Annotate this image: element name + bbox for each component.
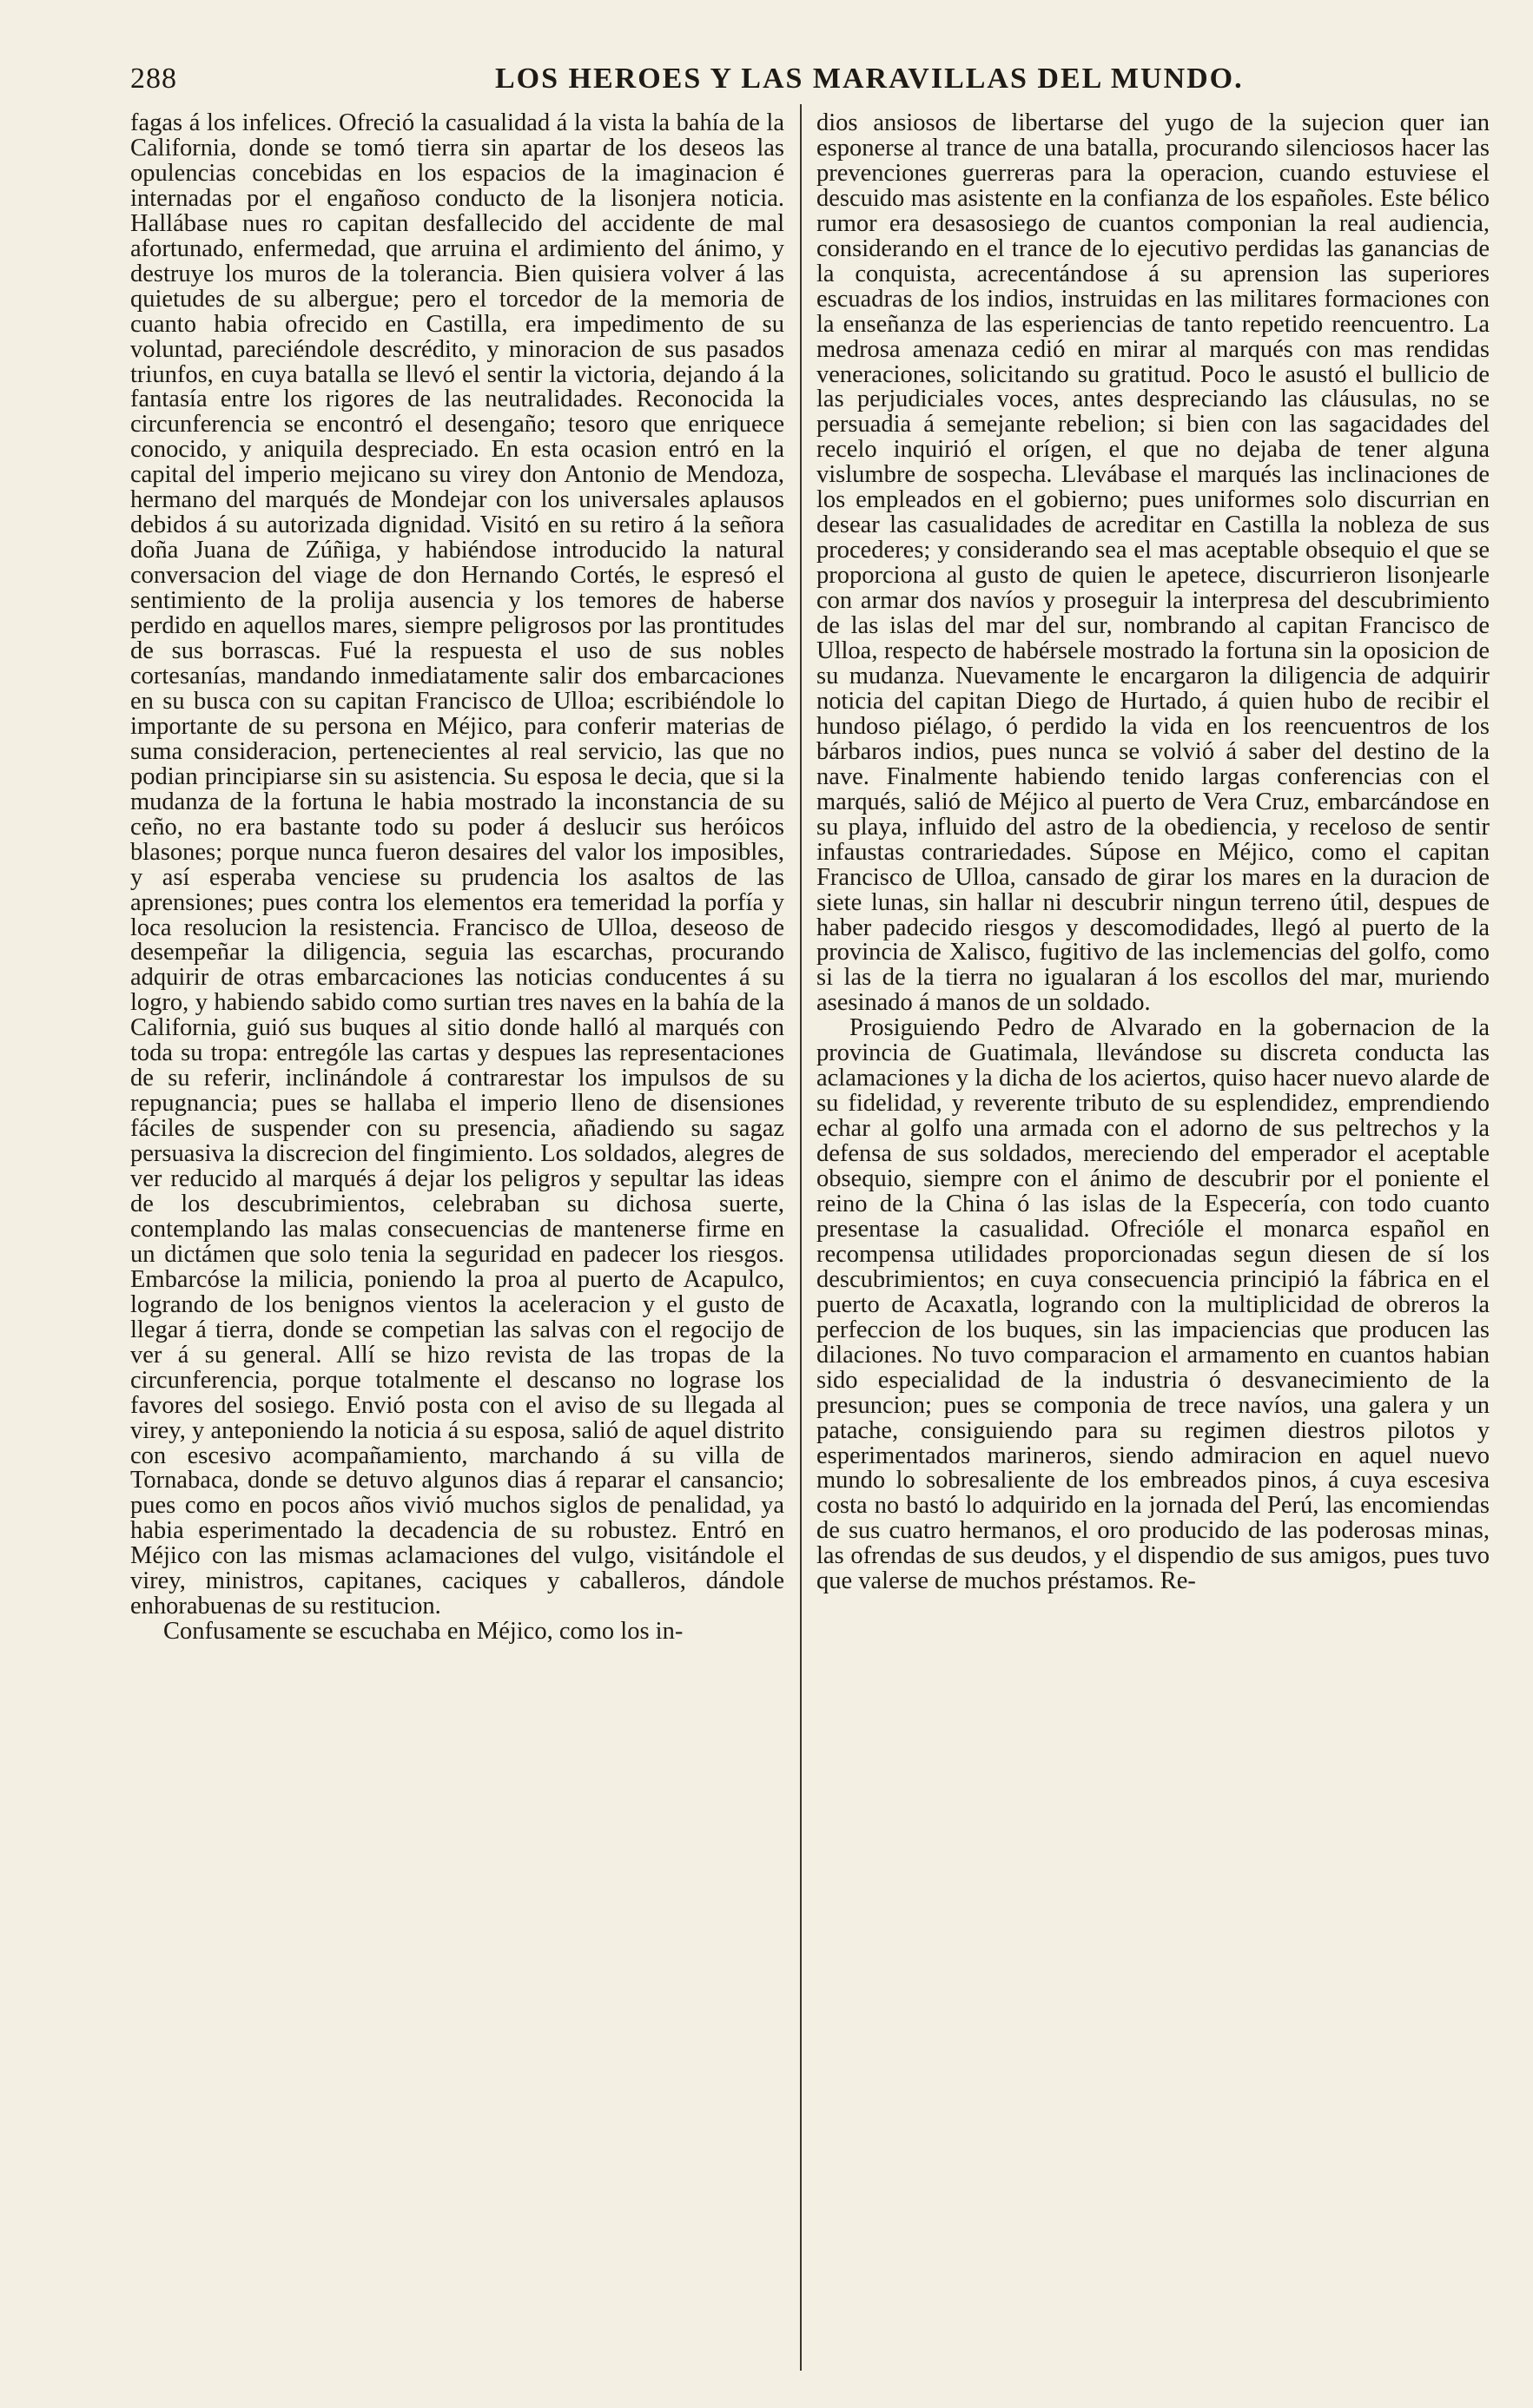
- paragraph: dios ansiosos de libertarse del yugo de la sujecion quer ian esponerse al trance de una batalla, procurando silenciosos hacer las prevenciones guerreras para la operacion, cuando estuviese el descuido mas asistente en la confianza de los españoles. Este bélico rumor era desasosiego de cuantos componian la real audiencia, considerando en el trance de lo ejecutivo perdidas las ganancias de la conquista, acrecentándose á su aprension las superiores escuadras de los indios, instruidas en las militares formaciones con la enseñanza de las esperiencias de tanto repetido reencuentro. La medrosa amenaza cedió en mirar al marqués con mas rendidas veneraciones, solicitando su gratitud. Poco le asustó el bullicio de las perjudiciales voces, antes despreciando las cláusulas, no se persuadia á semejante rebelion; si bien con las sagacidades del recelo inquirió el orígen, el que no dejaba de tener alguna vislumbre de sospecha. Llevábase el marqués las inclinaciones de los empleados en el gobierno; pues uniformes solo discurrian en desear las casualidades de acreditar en Castilla la nobleza de sus procederes; y considerando sea el mas aceptable obsequio el que se proporciona al gusto de quien le apetece, discurrieron lisonjearle con armar dos navíos y proseguir la interpresa del descubrimiento de las islas del mar del sur, nombrando al capitan Francisco de Ulloa, respecto de habérsele mostrado la fortuna sin la oposicion de su mudanza. Nuevamente le encargaron la diligencia de adquirir noticia del capitan Diego de Hurtado, á quien hubo de recibir el hundoso piélago, ó perdido la vida en los reencuentros de los bárbaros indios, pues nunca se volvió á saber del destino de la nave. Finalmente habiendo tenido largas conferencias con el marqués, salió de Méjico al puerto de Vera Cruz, embarcándose en su playa, influido del astro de la obediencia, y receloso de sentir infaustas contrariedades. Súpose en Méjico, como el capitan Francisco de Ulloa, cansado de girar los mares en la duracion de siete lunas, sin hallar ni descubrir ningun terreno útil, despues de haber padecido riesgos y descomodidades, llegó al puerto de la provincia de Xalisco, fugitivo de las inclemencias del golfo, como si las de la tierra no igualaran á los escollos del mar, muriendo asesinado á manos de un soldado.: [816, 111, 1490, 1017]
- page-number: 288: [130, 63, 177, 95]
- left-column: [130, 111, 784, 2373]
- paragraph: Prosiguiendo Pedro de Alvarado en la gobernacion de la provincia de Guatimala, llevándose su discreta conducta las aclamaciones y la dicha de los aciertos, quiso hacer nuevo alarde de su fidelidad, y reverente tributo de su esplendidez, emprendiendo echar al golfo una armada con el adorno de sus peltrechos y la defensa de sus soldados, mereciendo del emperador el aceptable obsequio, siempre con el ánimo de descubrir por el poniente el reino de la China ó las islas de la Especería, con todo cuanto presentase la casualidad. Ofrecióle el monarca español en recompensa utilidades proporcionadas segun diesen de sí los descubrimientos; en cuya consecuencia principió la fábrica en el puerto de Acaxatla, logrando con la multiplicidad de obreros la perfeccion de los buques, sin las impaciencias que producen las dilaciones. No tuvo comparacion el armamento en cuantos habian sido especialidad de la industria ó desvanecimiento de la presuncion; pues se componia de trece navíos, una galera y un patache, consiguiendo para su regimen diestros pilotos y esperimentados marineros, siendo admiracion en aquel nuevo mundo lo sobresaliente de los embreados pinos, á cuya escesiva costa no bastó lo adquirido en la jornada del Perú, las encomiendas de sus cuatro hermanos, el oro producido de las poderosas minas, las ofrendas de sus deudos, y el dispendio de sus amigos, pues tuvo que valerse de muchos préstamos. Re-: [816, 1014, 1490, 1595]
- paragraph: fagas á los infelices. Ofreció la casualidad á la vista la bahía de la California, donde se tomó tierra sin apartar de los deseos las opulencias concebidas en los espacios de la imaginacion é internadas por el engañoso conducto de la lisonjera noticia. Hallábase nues ro capitan desfallecido del accidente de mal afortunado, enfermedad, que arruina el ardimiento del ánimo, y destruye los muros de la tolerancia. Bien quisiera volver á las quietudes de su albergue; pero el torcedor de la memoria de cuanto habia ofrecido en Castilla, era impedimento de su voluntad, pareciéndole descrédito, y minoracion de sus pasados triunfos, en cuya batalla se llevó el sentir la victoria, dejando á la fantasía entre los rigores de las neutralidades. Reconocida la circunferencia se encontró el desengaño; tesoro que enriquece conocido, y aniquila despreciado. En esta ocasion entró en la capital del imperio mejicano su virey don Antonio de Mendoza, hermano del marqués de Mondejar con los universales aplausos debidos á su autorizada dignidad. Visitó en su retiro á la señora doña Juana de Zúñiga, y habiéndose introducido la natural conversacion del viage de don Hernando Cortés, le espresó el sentimiento de la prolija ausencia y los temores de haberse perdido en aquellos mares, siempre peligrosos por las prontitudes de sus borrascas. Fué la respuesta el uso de sus nobles cortesanías, mandando inmediatamente salir dos embarcaciones en su busca con su capitan Francisco de Ulloa; escribiéndole lo importante de su persona en Méjico, para conferir materias de suma consideracion, pertenecientes al real servicio, las que no podian principiarse sin su asistencia. Su esposa le decia, que si la mudanza de la fortuna le habia mostrado la inconstancia de su ceño, no era bastante todo su poder á deslucir sus heróicos blasones; porque nunca fueron desaires del valor los imposibles, y así esperaba venciese su prudencia los asaltos de las aprensiones; pues contra los elementos era temeridad la porfía y loca resolucion la resistencia. Francisco de Ulloa, deseoso de desempeñar la diligencia, seguia las escarchas, procurando adquirir de otras embarcaciones las noticias conducentes á su logro, y habiendo sabido como surtian tres naves en la bahía de la California, guió sus buques al sitio donde halló al marqués con toda su tropa: entrególe las cartas y despues las representaciones de su referir, inclinándole á contrarestar los impulsos de su repugnancia; pues se hallaba el imperio lleno de disensiones fáciles de suspender con su presencia, añadiendo su sagaz persuasiva la discrecion del fingimiento. Los soldados, alegres de ver reducido al marqués á dejar los peligros y sepultar las ideas de los descubrimientos, celebraban su dichosa suerte, contemplando las malas consecuencias de mantenerse firme en un dictámen que solo tenia la seguridad en padecer los riesgos. Embarcóse la milicia, poniendo la proa al puerto de Acapulco, logrando de los benignos vientos la aceleracion y el gusto de llegar á tierra, donde se competian las salvas con el regocijo de ver á su general. Allí se hizo revista de las tropas de la circunferencia, porque totalmente el descanso no lograse los favores del sosiego. Envió posta con el aviso de su llegada al virey, y anteponiendo la noticia á su esposa, salió de aquel distrito con escesivo acompañamiento, marchando á su villa de Tornabaca, donde se detuvo algunos dias á reparar el cansancio; pues como en pocos años vivió muchos siglos de penalidad, ya habia esperimentado la decadencia de su robustez. Entró en Méjico con las mismas aclamaciones del vulgo, visitándole el virey, ministros, capitanes, caciques y caballeros, dándole enhorabuenas de su restitucion.: [130, 111, 784, 1620]
- paragraph: Confusamente se escuchaba en Méjico, como los in-: [163, 1618, 684, 1646]
- page-header: [130, 63, 1498, 108]
- running-title: LOS HEROES Y LAS MARAVILLAS DEL MUNDO.: [495, 63, 1244, 95]
- right-column: [816, 111, 1490, 2373]
- column-divider: [800, 104, 802, 2371]
